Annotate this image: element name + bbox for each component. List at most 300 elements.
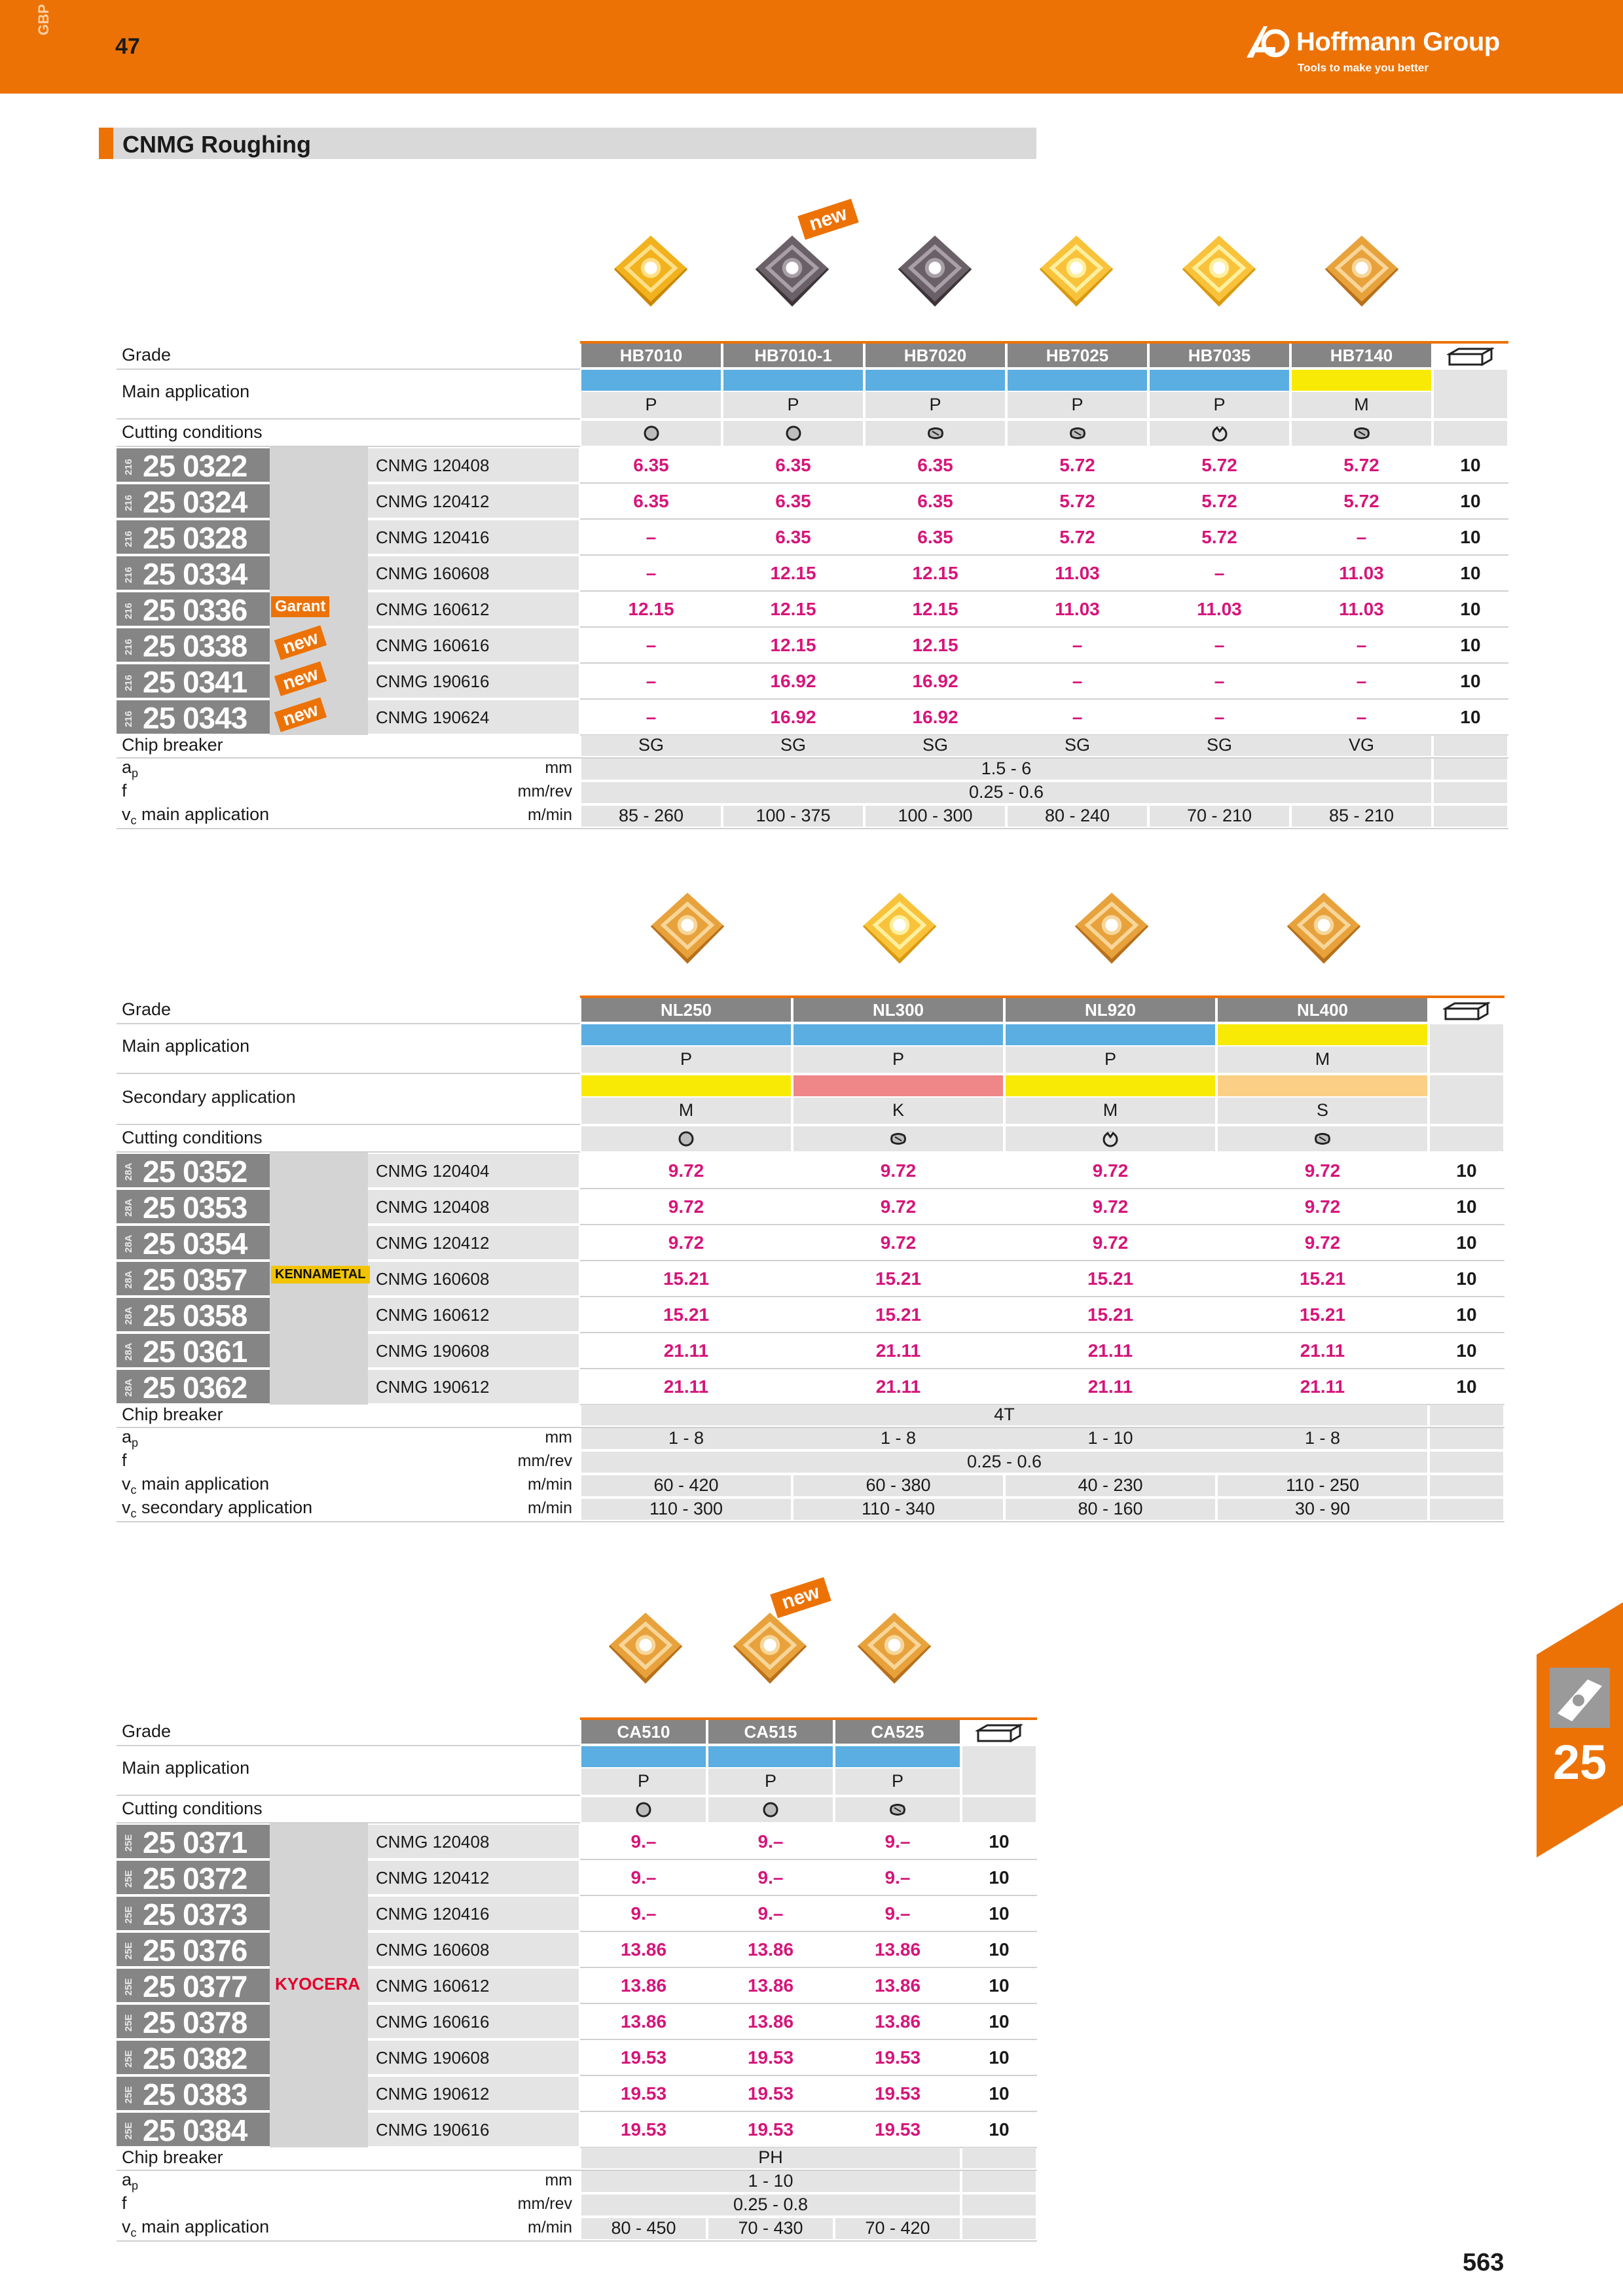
label-vc-secondary-text: secondary application bbox=[136, 1498, 313, 1517]
article-number[interactable]: 25 0352 bbox=[143, 1154, 247, 1189]
row-rule bbox=[580, 1260, 1504, 1261]
row-rule bbox=[580, 1332, 1504, 1333]
ap-value: 1 - 8 bbox=[668, 1428, 704, 1448]
price-cell[interactable]: 12.15 bbox=[770, 598, 816, 619]
price-cell[interactable]: 19.53 bbox=[620, 2083, 667, 2104]
article-number-cell bbox=[117, 2113, 270, 2146]
vc-main-value: 85 - 210 bbox=[1328, 806, 1395, 825]
price-cell[interactable]: 9.72 bbox=[1304, 1160, 1341, 1181]
main-application-code: P bbox=[637, 1771, 649, 1791]
article-number[interactable]: 25 0371 bbox=[143, 1825, 247, 1859]
main-application-code: P bbox=[1071, 395, 1084, 414]
article-number[interactable]: 25 0362 bbox=[143, 1370, 247, 1405]
vc-main-value: 80 - 240 bbox=[1044, 806, 1110, 825]
price-cell[interactable]: 6.35 bbox=[775, 526, 811, 547]
section-title-bar bbox=[99, 128, 1036, 159]
insert-image-icon bbox=[1036, 233, 1117, 314]
vc-main-value: 70 - 420 bbox=[865, 2218, 930, 2238]
price-cell[interactable]: 6.35 bbox=[917, 454, 953, 475]
vc-main-value: 40 - 230 bbox=[1078, 1475, 1143, 1495]
designation: CNMG 190608 bbox=[376, 1340, 490, 1361]
price-cell[interactable]: 13.86 bbox=[747, 1975, 794, 1996]
price-cell[interactable]: – bbox=[646, 670, 657, 691]
price-cell[interactable]: 21.11 bbox=[875, 1376, 921, 1397]
price-cell[interactable]: 9.– bbox=[757, 1903, 784, 1924]
article-number[interactable]: 25 0328 bbox=[143, 520, 247, 555]
price-cell[interactable]: 19.53 bbox=[620, 2119, 667, 2140]
article-number[interactable]: 25 0334 bbox=[143, 556, 247, 591]
label-f-symbol: f bbox=[122, 2193, 127, 2213]
price-cell[interactable]: 16.92 bbox=[770, 706, 816, 727]
article-prefix: 216 bbox=[123, 638, 134, 655]
article-number[interactable]: 25 0383 bbox=[143, 2077, 247, 2111]
price-cell[interactable]: 5.72 bbox=[1059, 454, 1095, 475]
pack-bg bbox=[1430, 1428, 1503, 1449]
pack-bg bbox=[962, 2147, 1036, 2168]
price-cell[interactable]: 5.72 bbox=[1059, 526, 1095, 547]
price-cell[interactable]: 15.21 bbox=[875, 1268, 922, 1289]
price-cell[interactable]: 11.03 bbox=[1055, 562, 1100, 583]
pack-quantity: 10 bbox=[1460, 454, 1481, 475]
unit-label: mm bbox=[545, 1428, 572, 1446]
label-cutting-conditions: Cutting conditions bbox=[122, 1799, 263, 1818]
price-cell[interactable]: – bbox=[1214, 706, 1225, 727]
row-rule bbox=[117, 1073, 580, 1074]
article-prefix: 216 bbox=[123, 530, 134, 547]
article-number[interactable]: 25 0382 bbox=[143, 2041, 247, 2075]
price-cell[interactable]: – bbox=[646, 706, 657, 727]
article-number[interactable]: 25 0353 bbox=[143, 1190, 247, 1225]
price-cell[interactable]: 9.– bbox=[884, 1831, 911, 1852]
article-number[interactable]: 25 0336 bbox=[143, 592, 247, 627]
main-application-bar bbox=[793, 1024, 1003, 1045]
article-number-cell bbox=[117, 448, 270, 482]
article-prefix: 25E bbox=[123, 1870, 134, 1888]
row-rule bbox=[117, 1795, 580, 1796]
price-cell[interactable]: 21.11 bbox=[663, 1376, 709, 1397]
article-number-cell bbox=[117, 592, 270, 626]
price-cell[interactable]: 11.03 bbox=[1339, 562, 1384, 583]
pack-bg bbox=[1434, 782, 1507, 803]
main-application-code: M bbox=[1315, 1049, 1330, 1069]
article-number[interactable]: 25 0343 bbox=[143, 700, 247, 735]
grade-header: HB7010-1 bbox=[723, 344, 863, 367]
article-number-cell bbox=[117, 2005, 270, 2038]
designation: CNMG 190616 bbox=[376, 671, 490, 691]
main-application-code: M bbox=[1354, 395, 1369, 414]
row-rule bbox=[117, 1745, 580, 1746]
price-cell[interactable]: 13.86 bbox=[747, 2011, 794, 2032]
main-application-bar bbox=[581, 1024, 791, 1045]
article-prefix: 216 bbox=[123, 566, 134, 583]
insert-image-icon bbox=[1071, 890, 1152, 971]
brand-logo-kennametal: KENNAMETAL bbox=[271, 1266, 370, 1283]
article-number-cell bbox=[117, 1262, 270, 1295]
vc-main-value: 100 - 375 bbox=[756, 806, 831, 825]
package-icon bbox=[976, 1723, 1023, 1742]
article-number-cell bbox=[117, 1370, 270, 1403]
price-cell[interactable]: 19.53 bbox=[874, 2083, 921, 2104]
pack-quantity: 10 bbox=[989, 1939, 1010, 1960]
price-cell[interactable]: 13.86 bbox=[620, 1975, 667, 1996]
main-application-code: P bbox=[891, 1771, 903, 1791]
pack-bg bbox=[1430, 1126, 1503, 1151]
wavy-cutting-condition-icon bbox=[1353, 425, 1370, 442]
chip-breaker-code: SG bbox=[1206, 735, 1232, 755]
label-f-symbol: f bbox=[122, 781, 127, 800]
price-cell[interactable]: 5.72 bbox=[1201, 454, 1237, 475]
side-code: GBP bbox=[35, 4, 52, 35]
label-main-application: Main application bbox=[122, 1036, 250, 1056]
price-cell[interactable]: 9.72 bbox=[880, 1232, 917, 1253]
row-rule bbox=[580, 482, 1508, 484]
insert-image-icon bbox=[752, 233, 833, 314]
chapter-number: 25 bbox=[1552, 1735, 1607, 1789]
label-grade: Grade bbox=[122, 999, 172, 1019]
insert-image-icon bbox=[1178, 233, 1260, 314]
pack-quantity: 10 bbox=[1456, 1268, 1477, 1289]
row-rule bbox=[117, 2240, 1037, 2242]
grade-header: HB7025 bbox=[1008, 344, 1147, 367]
price-cell[interactable]: 15.21 bbox=[1087, 1304, 1134, 1325]
insert-image-icon bbox=[610, 233, 691, 314]
label-cutting-conditions: Cutting conditions bbox=[122, 1128, 263, 1147]
price-cell[interactable]: 9.72 bbox=[1092, 1160, 1129, 1181]
pack-quantity: 10 bbox=[1456, 1196, 1477, 1217]
price-cell[interactable]: 9.72 bbox=[1304, 1196, 1341, 1217]
article-prefix: 216 bbox=[123, 602, 134, 619]
price-cell[interactable]: 6.35 bbox=[917, 490, 953, 511]
article-number-cell bbox=[117, 1897, 270, 1930]
article-prefix: 25E bbox=[123, 2050, 134, 2068]
label-grade: Grade bbox=[122, 345, 172, 365]
row-rule bbox=[117, 1521, 1504, 1522]
price-cell[interactable]: 9.72 bbox=[880, 1160, 917, 1181]
pack-quantity: 10 bbox=[1460, 634, 1481, 655]
price-cell[interactable]: 15.21 bbox=[1299, 1304, 1346, 1325]
price-cell[interactable]: 19.53 bbox=[747, 2047, 794, 2068]
price-cell[interactable]: – bbox=[1356, 706, 1367, 727]
wavy-cutting-condition-icon bbox=[1069, 425, 1086, 442]
label-vc-main-subscript: c bbox=[130, 1483, 137, 1497]
price-cell[interactable]: 5.72 bbox=[1201, 490, 1237, 511]
unit-label: m/min bbox=[527, 2218, 572, 2236]
brand-logo-kyocera: KYOCERA bbox=[275, 1974, 361, 1994]
designation: CNMG 120412 bbox=[376, 491, 490, 511]
price-cell[interactable]: 9.72 bbox=[880, 1196, 917, 1217]
article-number[interactable]: 25 0338 bbox=[143, 628, 247, 663]
price-cell[interactable]: – bbox=[646, 634, 657, 655]
price-cell[interactable]: 11.03 bbox=[1197, 598, 1242, 619]
price-cell[interactable]: 11.03 bbox=[1055, 598, 1100, 619]
price-cell[interactable]: 13.86 bbox=[620, 2011, 667, 2032]
price-cell[interactable]: – bbox=[646, 526, 657, 547]
pack-bg bbox=[1430, 1405, 1503, 1426]
label-secondary-application: Secondary application bbox=[122, 1087, 296, 1107]
designation: CNMG 160608 bbox=[376, 1939, 490, 1960]
price-cell[interactable]: – bbox=[1356, 670, 1367, 691]
article-number[interactable]: 25 0377 bbox=[143, 1969, 247, 2003]
article-prefix: 216 bbox=[123, 710, 134, 727]
price-cell[interactable]: 9.– bbox=[630, 1903, 657, 1924]
article-number[interactable]: 25 0361 bbox=[143, 1334, 247, 1369]
price-cell[interactable]: 6.35 bbox=[633, 490, 669, 511]
article-number-cell bbox=[117, 556, 270, 590]
brand-name: Hoffmann Group bbox=[1296, 27, 1500, 56]
article-number[interactable]: 25 0357 bbox=[143, 1262, 247, 1297]
circle-cutting-condition-icon bbox=[678, 1130, 695, 1147]
main-application-bar bbox=[835, 1746, 960, 1767]
price-cell[interactable]: 15.21 bbox=[1087, 1268, 1134, 1289]
unit-label: m/min bbox=[527, 1499, 572, 1517]
price-cell[interactable]: – bbox=[1356, 634, 1367, 655]
article-number[interactable]: 25 0354 bbox=[143, 1226, 247, 1261]
price-cell[interactable]: 9.72 bbox=[1304, 1232, 1341, 1253]
row-rule bbox=[580, 1188, 1504, 1189]
label-ap-symbol: a bbox=[122, 757, 132, 777]
price-cell[interactable]: 12.15 bbox=[628, 598, 674, 619]
price-cell[interactable]: 13.86 bbox=[620, 1939, 667, 1960]
designation: CNMG 160612 bbox=[376, 1975, 490, 1996]
price-cell[interactable]: 9.– bbox=[884, 1867, 911, 1888]
chip-breaker-code: SG bbox=[922, 735, 948, 755]
article-number[interactable]: 25 0358 bbox=[143, 1298, 247, 1333]
article-number[interactable]: 25 0376 bbox=[143, 1933, 247, 1967]
price-cell[interactable]: 9.– bbox=[630, 1867, 657, 1888]
main-application-bar bbox=[708, 1746, 833, 1767]
new-badge: new bbox=[797, 199, 859, 240]
grade-header: CA515 bbox=[708, 1720, 833, 1744]
brand-logo bbox=[1244, 20, 1519, 79]
price-cell[interactable]: 9.– bbox=[630, 1831, 657, 1852]
price-cell[interactable]: 16.92 bbox=[770, 670, 816, 691]
price-cell[interactable]: 15.21 bbox=[663, 1304, 710, 1325]
price-cell[interactable]: 19.53 bbox=[874, 2047, 921, 2068]
price-cell[interactable]: 13.86 bbox=[747, 1939, 794, 1960]
ap-value: 1 - 8 bbox=[1304, 1428, 1341, 1448]
notched-cutting-condition-icon bbox=[1211, 425, 1228, 442]
article-number[interactable]: 25 0384 bbox=[143, 2113, 247, 2147]
price-cell[interactable]: 21.11 bbox=[1087, 1376, 1133, 1397]
pack-bg bbox=[962, 2218, 1036, 2239]
price-cell[interactable]: 15.21 bbox=[875, 1304, 922, 1325]
price-cell[interactable]: 19.53 bbox=[874, 2119, 921, 2140]
grade-header: CA510 bbox=[581, 1720, 706, 1744]
price-cell[interactable]: 12.15 bbox=[912, 598, 958, 619]
price-cell[interactable]: 16.92 bbox=[912, 670, 958, 691]
grade-header: HB7020 bbox=[866, 344, 1005, 367]
article-number[interactable]: 25 0322 bbox=[143, 448, 247, 483]
main-application-code: P bbox=[892, 1049, 904, 1069]
secondary-application-bar bbox=[1218, 1075, 1427, 1096]
article-number[interactable]: 25 0378 bbox=[143, 2005, 247, 2039]
label-main-application: Main application bbox=[122, 1758, 250, 1778]
price-cell[interactable]: 9.– bbox=[884, 1903, 911, 1924]
price-cell[interactable]: 9.72 bbox=[668, 1232, 704, 1253]
pack-bg bbox=[1434, 370, 1507, 418]
feed-value: 0.25 - 0.6 bbox=[968, 782, 1044, 802]
designation: CNMG 160608 bbox=[376, 1268, 490, 1289]
grade-header: NL400 bbox=[1218, 998, 1427, 1022]
wavy-cutting-condition-icon bbox=[1314, 1130, 1331, 1147]
vc-main-value: 70 - 210 bbox=[1186, 806, 1252, 825]
insert-image-icon bbox=[894, 233, 976, 314]
main-application-code: P bbox=[1104, 1049, 1116, 1069]
pack-quantity: 10 bbox=[1456, 1304, 1477, 1325]
circle-cutting-condition-icon bbox=[785, 425, 802, 442]
new-badge: new bbox=[274, 661, 327, 696]
pack-quantity: 10 bbox=[989, 2011, 1010, 2032]
footer-page-number: 563 bbox=[1463, 2249, 1504, 2276]
main-application-code: P bbox=[787, 395, 799, 414]
price-cell[interactable]: 6.35 bbox=[633, 454, 669, 475]
article-prefix: 216 bbox=[123, 458, 134, 475]
price-cell[interactable]: 9.72 bbox=[1092, 1196, 1129, 1217]
secondary-application-code: K bbox=[892, 1100, 904, 1120]
price-cell[interactable]: 5.72 bbox=[1201, 526, 1237, 547]
pack-bg bbox=[1430, 1452, 1503, 1473]
secondary-application-code: S bbox=[1316, 1100, 1328, 1120]
price-cell[interactable]: 13.86 bbox=[874, 1939, 921, 1960]
price-cell[interactable]: 9.– bbox=[757, 1831, 784, 1852]
label-ap-symbol: a bbox=[122, 1427, 132, 1446]
label-chip-breaker: Chip breaker bbox=[122, 1405, 223, 1424]
price-cell[interactable]: – bbox=[646, 562, 657, 583]
price-cell[interactable]: 9.72 bbox=[1092, 1232, 1129, 1253]
label-ap-subscript: p bbox=[132, 766, 139, 780]
article-prefix: 25E bbox=[123, 2122, 134, 2140]
main-application-code: P bbox=[929, 395, 941, 414]
pack-bg bbox=[1430, 1499, 1503, 1520]
article-prefix: 28A bbox=[123, 1306, 134, 1325]
row-rule bbox=[580, 698, 1508, 700]
main-application-code: P bbox=[645, 395, 657, 414]
pack-quantity: 10 bbox=[1456, 1340, 1477, 1361]
article-number-cell bbox=[117, 520, 270, 554]
price-cell[interactable]: 19.53 bbox=[747, 2083, 794, 2104]
price-cell[interactable]: – bbox=[1214, 562, 1225, 583]
price-cell[interactable]: – bbox=[1214, 634, 1225, 655]
price-cell[interactable]: 5.72 bbox=[1343, 490, 1379, 511]
secondary-application-code: M bbox=[1103, 1100, 1118, 1120]
grade-header: NL300 bbox=[793, 998, 1003, 1022]
article-number[interactable]: 25 0324 bbox=[143, 484, 247, 519]
price-cell[interactable]: 21.11 bbox=[1300, 1376, 1345, 1397]
price-cell[interactable]: 5.72 bbox=[1343, 454, 1379, 475]
unit-label: mm/rev bbox=[517, 1452, 572, 1470]
main-application-bar bbox=[1292, 370, 1431, 391]
vc-main-value: 80 - 450 bbox=[611, 2218, 676, 2238]
price-cell[interactable]: 21.11 bbox=[663, 1340, 709, 1361]
price-cell[interactable]: 6.35 bbox=[775, 454, 811, 475]
article-number[interactable]: 25 0372 bbox=[143, 1861, 247, 1895]
price-cell[interactable]: 9.72 bbox=[668, 1160, 704, 1181]
chapter-side-tab[interactable] bbox=[1537, 1602, 1623, 1857]
price-cell[interactable]: – bbox=[1072, 670, 1083, 691]
main-application-code: P bbox=[764, 1771, 776, 1791]
price-cell[interactable]: 21.11 bbox=[1087, 1340, 1133, 1361]
price-cell[interactable]: 12.15 bbox=[770, 562, 816, 583]
insert-image-icon bbox=[854, 1610, 935, 1691]
row-rule bbox=[580, 1931, 1037, 1932]
price-cell[interactable]: 19.53 bbox=[620, 2047, 667, 2068]
price-cell[interactable]: 9.72 bbox=[668, 1196, 704, 1217]
price-cell[interactable]: 6.35 bbox=[917, 526, 953, 547]
price-cell[interactable]: 13.86 bbox=[874, 1975, 921, 1996]
article-prefix: 216 bbox=[123, 494, 134, 511]
article-number-cell bbox=[117, 1154, 270, 1187]
pack-quantity: 10 bbox=[1460, 670, 1481, 691]
article-prefix: 28A bbox=[123, 1162, 134, 1181]
article-number[interactable]: 25 0373 bbox=[143, 1897, 247, 1931]
vc-secondary-value: 110 - 300 bbox=[649, 1499, 723, 1518]
price-cell[interactable]: 15.21 bbox=[663, 1268, 710, 1289]
circle-cutting-condition-icon bbox=[635, 1801, 652, 1818]
designation: CNMG 120408 bbox=[376, 1831, 490, 1852]
designation: CNMG 120412 bbox=[376, 1867, 490, 1888]
price-cell[interactable]: – bbox=[1356, 526, 1367, 547]
main-application-bar bbox=[1006, 1024, 1215, 1045]
label-grade: Grade bbox=[122, 1721, 172, 1741]
designation: CNMG 120416 bbox=[376, 527, 490, 547]
price-cell[interactable]: 15.21 bbox=[1299, 1268, 1346, 1289]
pack-quantity: 10 bbox=[1460, 526, 1481, 547]
price-cell[interactable]: 11.03 bbox=[1339, 598, 1384, 619]
price-cell[interactable]: 21.11 bbox=[875, 1340, 921, 1361]
ap-value: 1 - 8 bbox=[880, 1428, 917, 1448]
article-number[interactable]: 25 0341 bbox=[143, 664, 247, 699]
grade-header: HB7035 bbox=[1150, 344, 1289, 367]
grade-header: HB7010 bbox=[581, 344, 721, 367]
pack-quantity: 10 bbox=[1456, 1376, 1477, 1397]
price-cell[interactable]: 16.92 bbox=[912, 706, 958, 727]
label-vc-main-text: main application bbox=[136, 804, 270, 824]
price-cell[interactable]: 6.35 bbox=[775, 490, 811, 511]
designation: CNMG 120416 bbox=[376, 1903, 490, 1924]
pack-bg bbox=[1434, 421, 1507, 446]
label-vc-main bbox=[122, 804, 269, 827]
row-rule bbox=[580, 1296, 1504, 1297]
page-header bbox=[0, 0, 1623, 94]
price-cell[interactable]: – bbox=[1072, 706, 1083, 727]
price-cell[interactable]: 12.15 bbox=[912, 634, 958, 655]
pack-bg bbox=[962, 2195, 1036, 2215]
article-number-cell bbox=[117, 1861, 270, 1894]
chip-breaker-code: 4T bbox=[994, 1405, 1015, 1424]
vc-secondary-value: 30 - 90 bbox=[1294, 1499, 1351, 1518]
ap-value: 1 - 10 bbox=[748, 2171, 793, 2191]
price-cell[interactable]: – bbox=[1072, 634, 1083, 655]
price-cell[interactable]: 12.15 bbox=[912, 562, 958, 583]
feed-value: 0.25 - 0.8 bbox=[733, 2195, 809, 2214]
label-cutting-conditions: Cutting conditions bbox=[122, 422, 263, 442]
notched-cutting-condition-icon bbox=[1102, 1130, 1119, 1147]
unit-label: mm/rev bbox=[517, 2195, 572, 2213]
label-vc-main-symbol: v bbox=[122, 804, 131, 824]
price-cell[interactable]: 12.15 bbox=[770, 634, 816, 655]
row-rule bbox=[117, 1023, 580, 1024]
price-cell[interactable]: 5.72 bbox=[1059, 490, 1095, 511]
pack-bg bbox=[962, 2171, 1036, 2192]
pack-quantity: 10 bbox=[1460, 706, 1481, 727]
price-cell[interactable]: 19.53 bbox=[747, 2119, 794, 2140]
vc-main-value: 85 - 260 bbox=[618, 806, 684, 825]
price-cell[interactable]: 9.– bbox=[757, 1867, 784, 1888]
pack-bg bbox=[962, 1746, 1036, 1795]
price-cell[interactable]: 13.86 bbox=[874, 2011, 921, 2032]
price-cell[interactable]: 21.11 bbox=[1300, 1340, 1345, 1361]
price-cell[interactable]: – bbox=[1214, 670, 1225, 691]
